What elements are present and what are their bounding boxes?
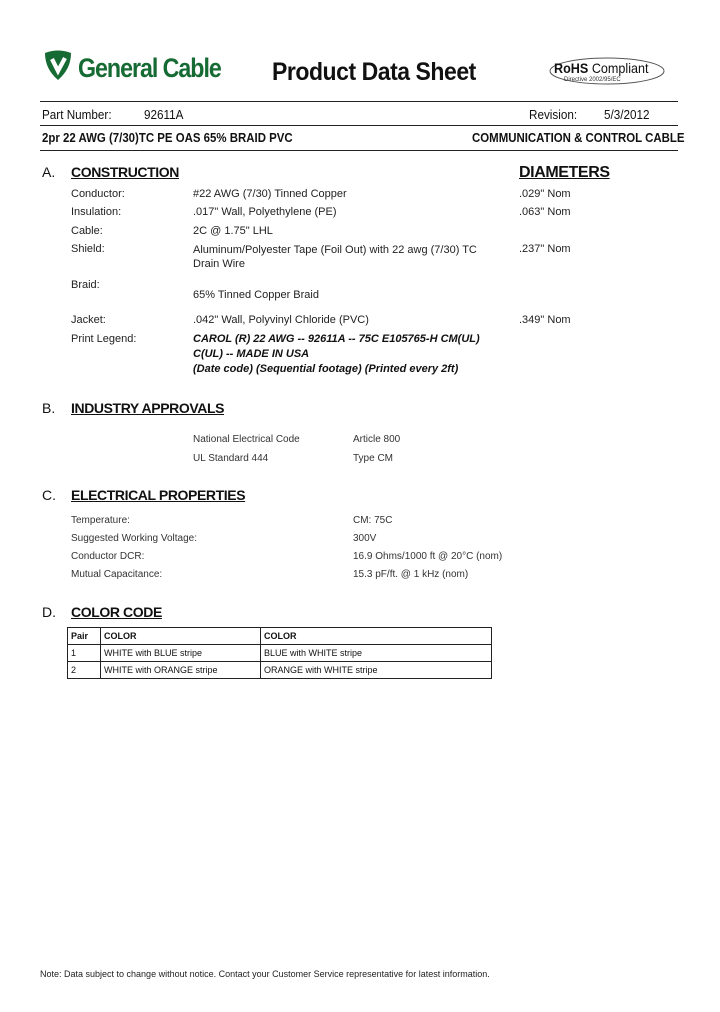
approval-value: Type CM [353, 453, 394, 464]
rohs-badge [548, 56, 666, 86]
table-header-row [68, 628, 492, 645]
table-header-cell: Pair [68, 628, 101, 645]
approval-name: National Electrical Code [193, 434, 300, 445]
table-cell: WHITE with BLUE stripe [101, 645, 261, 662]
electrical-label: Conductor DCR: [71, 551, 145, 562]
electrical-value: 300V [353, 533, 377, 544]
construction-value: .017" Wall, Polyethylene (PE) [193, 206, 337, 218]
table-cell: BLUE with WHITE stripe [261, 645, 492, 662]
construction-value: .042" Wall, Polyvinyl Chloride (PVC) [193, 314, 369, 326]
print-legend-line: C(UL) -- MADE IN USA [193, 348, 310, 360]
approval-name: UL Standard 444 [193, 453, 269, 464]
rohs-label: RoHS [554, 60, 589, 76]
part-number-label: Part Number: [42, 107, 112, 122]
section-letter-electrical: C. [42, 487, 56, 503]
rohs-compliant-label: Compliant [591, 60, 649, 76]
construction-diameter: .029" Nom [519, 188, 571, 200]
construction-label: Insulation: [71, 206, 122, 218]
document-title: Product Data Sheet [272, 58, 476, 86]
header-divider-middle [40, 125, 678, 126]
approval-value: Article 800 [353, 434, 401, 445]
print-legend-label: Print Legend: [71, 333, 137, 345]
table-header-cell: COLOR [261, 628, 492, 645]
construction-label: Cable: [71, 225, 103, 237]
print-legend-line: (Date code) (Sequential footage) (Printed every 2ft) [193, 363, 459, 375]
section-title-electrical: ELECTRICAL PROPERTIES [71, 487, 246, 503]
table-row [68, 662, 492, 679]
construction-label: Shield: [71, 243, 105, 255]
product-category: COMMUNICATION & CONTROL CABLE [472, 130, 685, 145]
electrical-value: CM: 75C [353, 515, 393, 526]
electrical-value: 16.9 Ohms/1000 ft @ 20°C (nom) [353, 551, 503, 562]
footer-note: Note: Data subject to change without notice. Contact your Customer Service representative for latest information. [40, 969, 490, 979]
construction-label: Braid: [71, 279, 100, 291]
part-number: 92611A [144, 107, 184, 122]
color-code-table [67, 627, 492, 679]
section-letter-approvals: B. [42, 400, 56, 416]
table-header-cell: COLOR [101, 628, 261, 645]
construction-value: #22 AWG (7/30) Tinned Copper [193, 188, 347, 200]
section-title-approvals: INDUSTRY APPROVALS [71, 400, 225, 416]
table-cell: 2 [68, 662, 101, 679]
header-divider-top [40, 101, 678, 102]
section-letter-construction: A. [42, 164, 56, 180]
rohs-directive: Directive 2002/95/EC [564, 77, 621, 83]
diameters-title: DIAMETERS [519, 164, 610, 181]
table-cell: WHITE with ORANGE stripe [101, 662, 261, 679]
construction-value: Aluminum/Polyester Tape (Foil Out) with 22 awg (7/30) TC Drain Wire [193, 244, 477, 270]
table-row [68, 645, 492, 662]
construction-diameter: .349" Nom [519, 314, 571, 326]
construction-value: 65% Tinned Copper Braid [193, 289, 319, 301]
revision-label: Revision: [529, 107, 578, 122]
construction-diameter: .063" Nom [519, 206, 571, 218]
section-title-construction: CONSTRUCTION [71, 164, 179, 180]
print-legend-line: CAROL (R) 22 AWG -- 92611A -- 75C E105765-H CM(UL) [193, 333, 480, 345]
electrical-label: Mutual Capacitance: [71, 569, 163, 580]
section-letter-color-code: D. [42, 604, 56, 620]
general-cable-logo-icon [42, 49, 74, 88]
electrical-label: Suggested Working Voltage: [71, 533, 198, 544]
construction-label: Jacket: [71, 314, 106, 326]
header-divider-bottom [40, 150, 678, 151]
electrical-label: Temperature: [71, 515, 130, 526]
table-cell: 1 [68, 645, 101, 662]
electrical-value: 15.3 pF/ft. @ 1 kHz (nom) [353, 569, 469, 580]
section-title-color-code: COLOR CODE [71, 604, 162, 620]
company-name: General Cable [78, 52, 221, 83]
construction-label: Conductor: [71, 188, 125, 200]
company-logo [42, 50, 244, 86]
construction-diameter: .237" Nom [519, 243, 571, 255]
revision-date: 5/3/2012 [604, 107, 650, 122]
construction-value: 2C @ 1.75" LHL [193, 225, 273, 237]
table-cell: ORANGE with WHITE stripe [261, 662, 492, 679]
product-description: 2pr 22 AWG (7/30)TC PE OAS 65% BRAID PVC [42, 130, 293, 145]
